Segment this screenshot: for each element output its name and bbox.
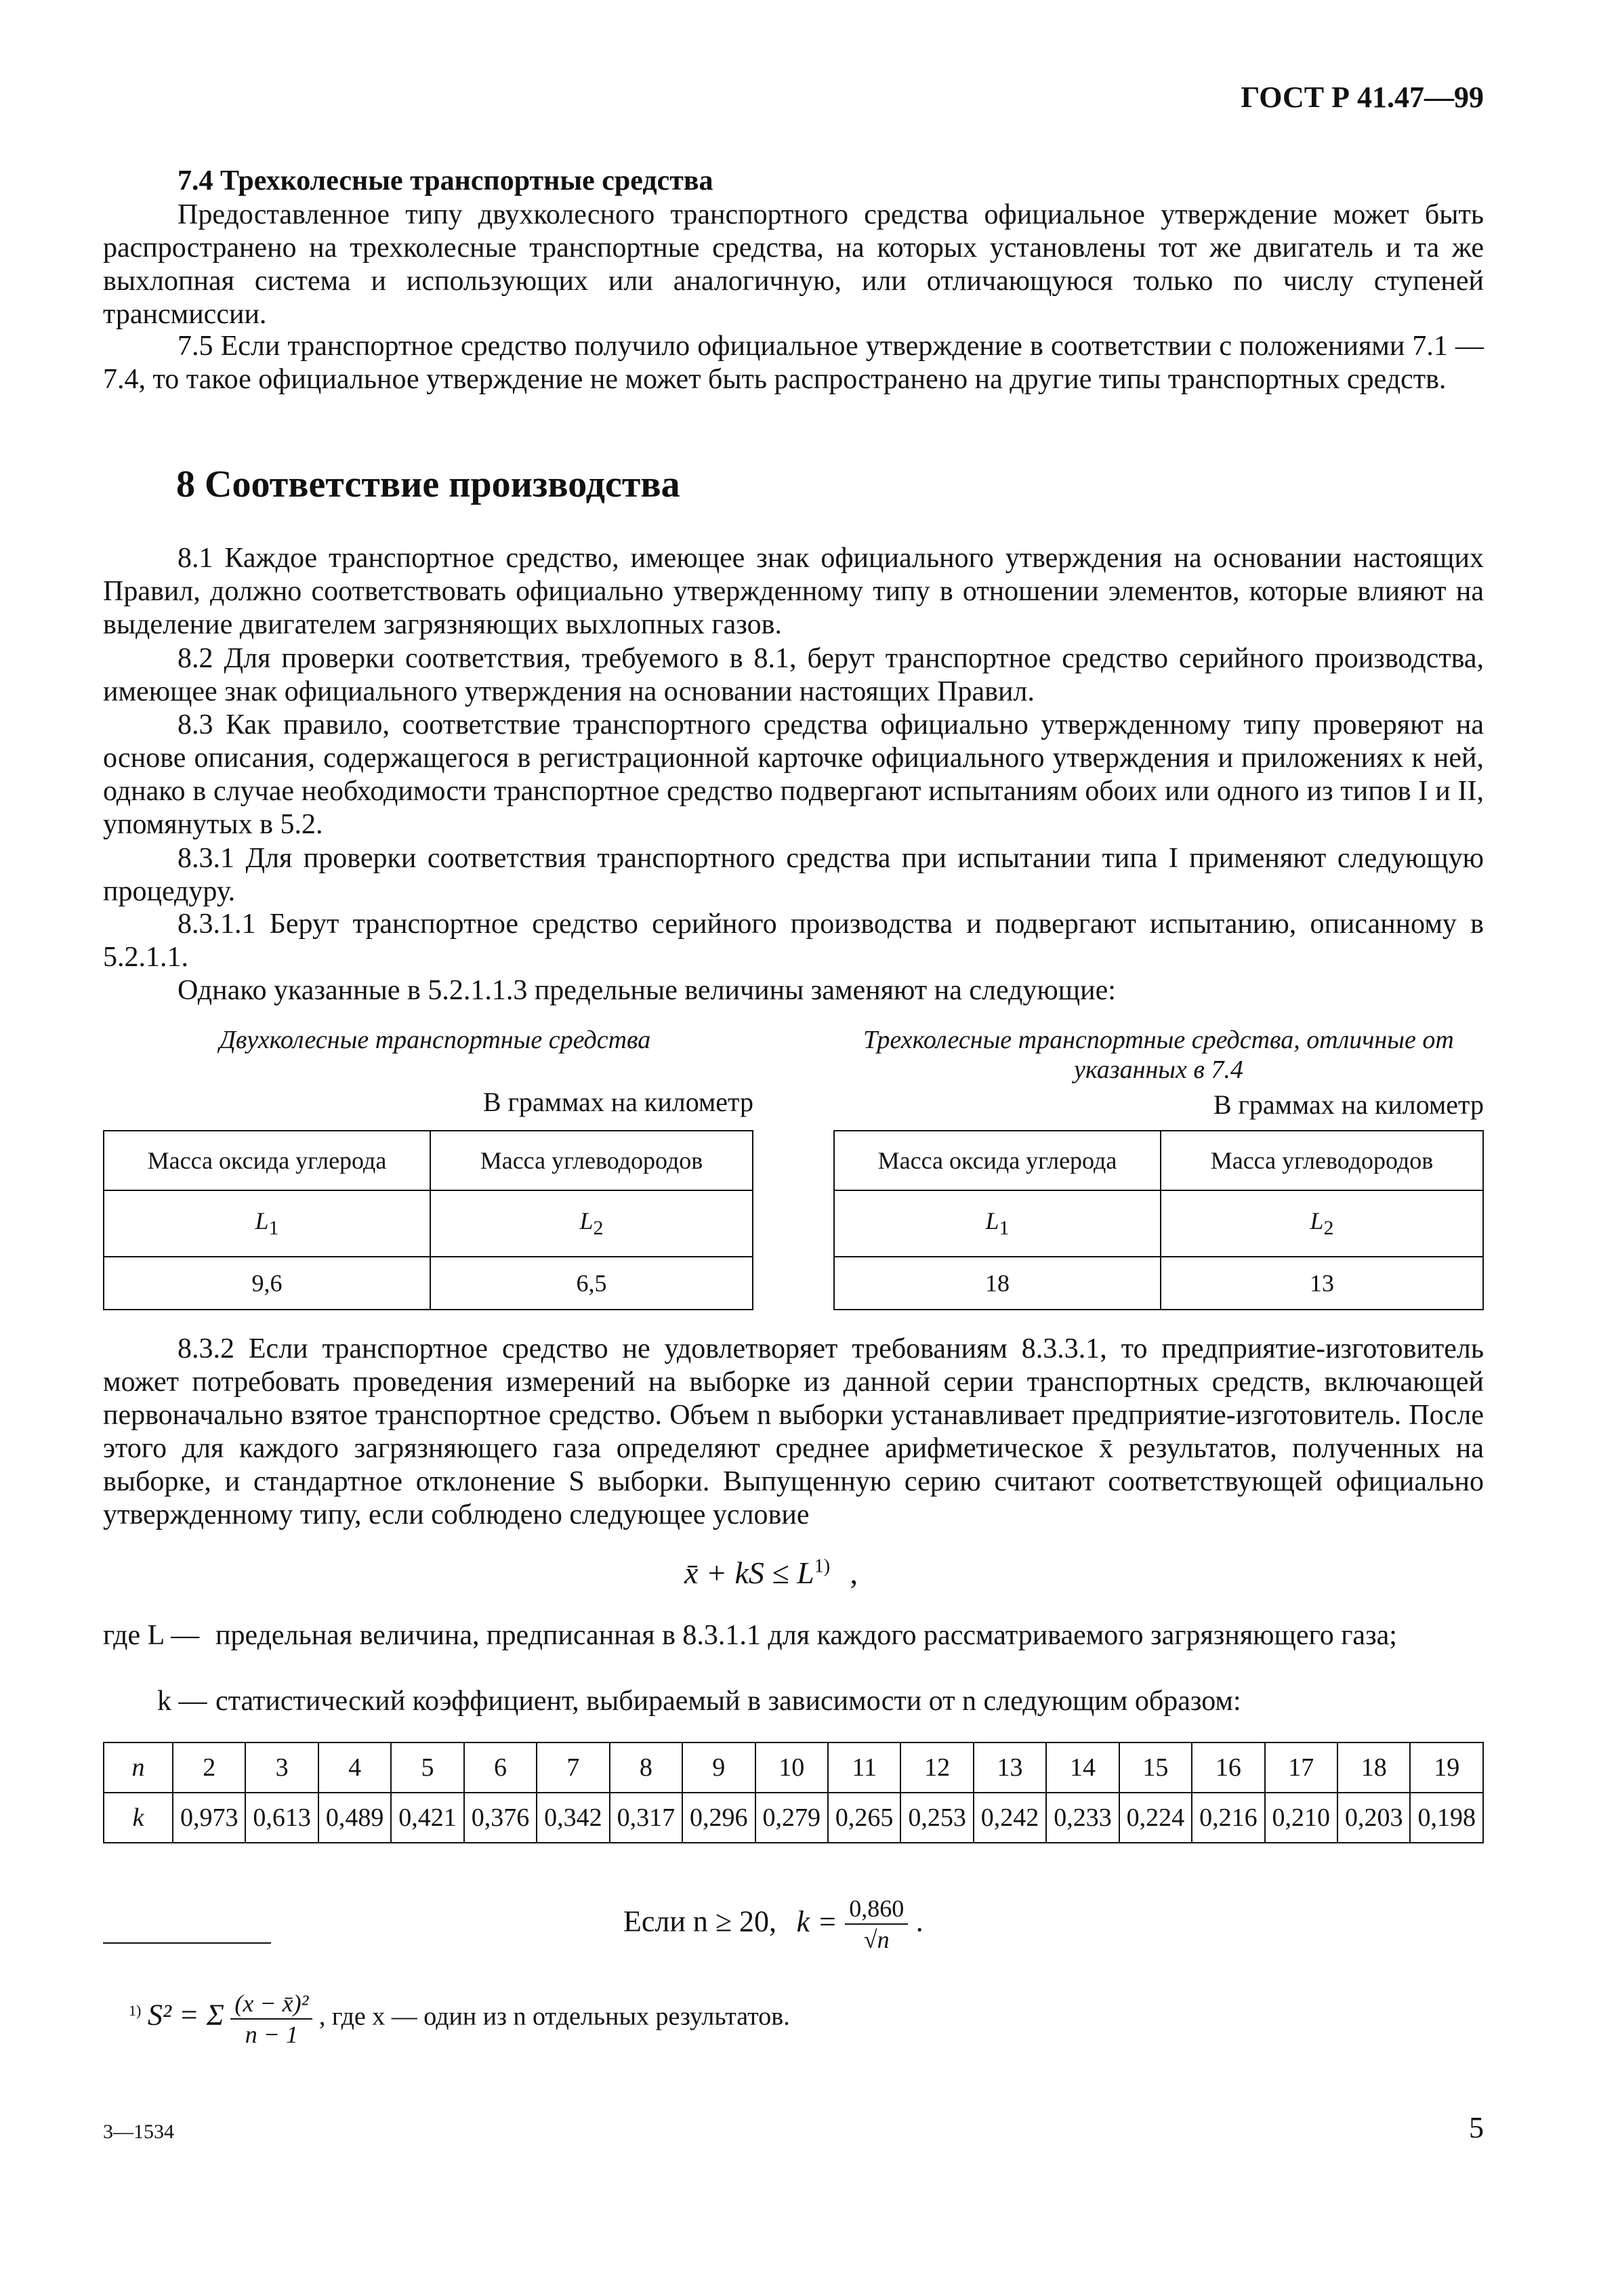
section-7-4-text: Предоставленное типу двухколесного транспортного средства официальное утверждение может быть распространено на трехколесные транспортные средства, на которых установлены тот же двигатель и та же выхлопная система и использующих или аналогичную, или отличающуюся только по числу ступеней трансмиссии.	[103, 199, 1484, 330]
paragraph-however: Однако указанные в 5.2.1.1.3 предельные величины заменяют на следующие:	[178, 975, 1116, 1006]
k-table-n-cell: 18	[1337, 1742, 1410, 1793]
right-l1-symbol: L	[985, 1207, 999, 1235]
right-value-co: 18	[834, 1257, 1161, 1310]
left-table-caption: Двухколесные транспортные средства	[219, 1026, 651, 1054]
k-large-n-formula	[623, 1894, 923, 1955]
footnote-fraction	[230, 1988, 312, 2049]
footnote-numerator: (x − x̄)²	[230, 1988, 312, 2020]
left-l2-cell	[430, 1190, 753, 1257]
k-table-k-cell: 0,224	[1119, 1793, 1192, 1843]
paragraph-8-3: 8.3 Как правило, соответствие транспортного средства официально утвержденному типу проверяют на основе описания, содержащегося в регистрационной карточке официального утверждения и приложениях к ней, однако в случае необходимости транспортное средство подвергают испытаниям обоих или одного из типов I и II, упомянутых в 5.2.	[103, 709, 1484, 840]
right-col-hc-header: Масса углеводородов	[1161, 1131, 1483, 1190]
condition-formula-comma: ,	[850, 1556, 858, 1590]
k-table-n-cell: 9	[682, 1742, 755, 1793]
right-value-hc: 13	[1161, 1257, 1483, 1310]
k-table-k-cell: 0,242	[974, 1793, 1046, 1843]
k-table-n-cell: 17	[1265, 1742, 1337, 1793]
k-table-k-cell: 0,317	[610, 1793, 682, 1843]
left-value-hc: 6,5	[430, 1257, 753, 1310]
k-table-row-n	[104, 1742, 1483, 1793]
k-table-n-cell: 14	[1046, 1742, 1119, 1793]
left-limit-table	[103, 1130, 753, 1310]
footnote-mark: 1)	[129, 2002, 142, 2020]
right-table-units: В граммах на километр	[1213, 1089, 1484, 1120]
footnote	[129, 1988, 790, 2049]
document-number: ГОСТ Р 41.47—99	[1241, 81, 1484, 114]
k-table-row-k	[104, 1793, 1483, 1843]
k-table-n-cell: 12	[900, 1742, 973, 1793]
left-col-co-header: Масса оксида углерода	[104, 1131, 430, 1190]
k-table-n-cell: 19	[1410, 1742, 1483, 1793]
k-formula-fraction	[845, 1894, 908, 1955]
k-table-k-cell: 0,198	[1410, 1793, 1483, 1843]
k-formula-lhs: k =	[796, 1904, 837, 1938]
paragraph-8-3-1: 8.3.1 Для проверки соответствия транспортного средства при испытании типа I применяют следующую процедуру.	[103, 843, 1484, 907]
k-table-k-cell: 0,489	[318, 1793, 391, 1843]
footnote-separator	[103, 1942, 271, 1944]
k-table-n-cell: 16	[1192, 1742, 1264, 1793]
section-7-5-text: 7.5 Если транспортное средство получило официальное утверждение в соответствии с положениями 7.1 — 7.4, то такое официальное утверждение не может быть распространено на другие типы транспортных средств.	[103, 331, 1484, 395]
right-col-co-header: Масса оксида углерода	[834, 1131, 1161, 1190]
left-l2-subscript: 2	[593, 1217, 604, 1240]
k-table-n-cell: 8	[610, 1742, 682, 1793]
k-table-k-cell: 0,203	[1337, 1793, 1410, 1843]
k-table-k-cell: 0,216	[1192, 1793, 1264, 1843]
condition-formula-footnote-ref: 1)	[814, 1556, 831, 1577]
left-col-hc-header: Масса углеводородов	[430, 1131, 753, 1190]
condition-formula	[684, 1555, 858, 1591]
page-number: 5	[1469, 2111, 1484, 2144]
right-l1-cell	[834, 1190, 1161, 1257]
left-value-co: 9,6	[104, 1257, 430, 1310]
k-coefficient-table	[103, 1742, 1484, 1843]
condition-formula-main: x̄ + kS ≤ L	[684, 1556, 814, 1590]
k-formula-denominator: √n	[863, 1926, 890, 1953]
k-table-n-cell: 10	[755, 1742, 828, 1793]
k-table-k-cell: 0,265	[828, 1793, 900, 1843]
left-l1-cell	[104, 1190, 430, 1257]
k-table-k-cell: 0,973	[173, 1793, 245, 1843]
k-table-k-cell: 0,253	[900, 1793, 973, 1843]
k-table-n-cell: 2	[173, 1742, 245, 1793]
k-table-n-cell: 11	[828, 1742, 900, 1793]
k-table-n-cell: 4	[318, 1742, 391, 1793]
k-table-n-cell: 7	[537, 1742, 609, 1793]
k-table-n-cell: 6	[464, 1742, 537, 1793]
where-k-text: статистический коэффициент, выбираемый в зависимости от n следующим образом:	[215, 1686, 1241, 1717]
k-formula-prefix: Если n ≥ 20,	[623, 1904, 777, 1938]
footer-code: 3—1534	[103, 2121, 174, 2143]
k-table-k-cell: 0,421	[391, 1793, 463, 1843]
footnote-denominator: n − 1	[245, 2021, 299, 2048]
k-table-k-cell: 0,233	[1046, 1793, 1119, 1843]
k-table-k-cell: 0,279	[755, 1793, 828, 1843]
right-l2-subscript: 2	[1323, 1217, 1334, 1240]
right-l2-cell	[1161, 1190, 1483, 1257]
k-table-k-cell: 0,342	[537, 1793, 609, 1843]
footnote-lhs: S² = Σ	[147, 1998, 224, 2032]
k-table-n-label: n	[104, 1742, 173, 1793]
k-table-k-cell: 0,296	[682, 1793, 755, 1843]
k-formula-period: .	[915, 1904, 923, 1938]
left-table-units: В граммах на километр	[482, 1087, 753, 1117]
section-8-heading: 8 Соответствие производства	[176, 463, 680, 505]
k-formula-numerator: 0,860	[845, 1894, 908, 1925]
right-l2-symbol: L	[1310, 1207, 1324, 1235]
k-table-n-cell: 13	[974, 1742, 1046, 1793]
right-table-caption: Трехколесные транспортные средства, отличные от указанных в 7.4	[863, 1026, 1454, 1084]
left-l1-symbol: L	[255, 1207, 269, 1235]
paragraph-8-3-1-1: 8.3.1.1 Берут транспортное средство серийного производства и подвергают испытанию, описанному в 5.2.1.1.	[103, 909, 1484, 973]
left-l2-symbol: L	[579, 1207, 594, 1235]
right-l1-subscript: 1	[999, 1217, 1010, 1240]
k-table-k-cell: 0,210	[1265, 1793, 1337, 1843]
footnote-text: , где x — один из n отдельных результатов.	[318, 2002, 790, 2031]
right-limit-table	[833, 1130, 1484, 1310]
paragraph-8-3-2: 8.3.2 Если транспортное средство не удовлетворяет требованиям 8.3.3.1, то предприятие-изготовитель может потребовать проведения измерений на выборке из данной серии транспортных средств, включающей первоначально взятое транспортное средство. Объем n выборки устанавливает предприятие-изготовитель. После этого для каждого загрязняющего газа определяют среднее арифметическое x̄ результатов, полученных на выборке, и стандартное отклонение S выборки. Выпущенную серию считают соответствующей официально утвержденному типу, если соблюдено следующее условие	[103, 1333, 1484, 1530]
where-k-label: k —	[157, 1686, 207, 1717]
left-l1-subscript: 1	[268, 1217, 279, 1240]
k-table-n-cell: 15	[1119, 1742, 1192, 1793]
k-table-k-cell: 0,376	[464, 1793, 537, 1843]
k-table-n-cell: 3	[245, 1742, 318, 1793]
paragraph-8-2: 8.2 Для проверки соответствия, требуемого в 8.1, берут транспортное средство серийного производства, имеющее знак официального утверждения на основании настоящих Правил.	[103, 643, 1484, 707]
k-table-k-cell: 0,613	[245, 1793, 318, 1843]
section-7-4-heading: 7.4 Трехколесные транспортные средства	[178, 165, 713, 196]
k-table-k-label: k	[104, 1793, 173, 1843]
where-l-text: предельная величина, предписанная в 8.3.1.1 для каждого рассматриваемого загрязняющего газа;	[215, 1620, 1397, 1651]
k-table-n-cell: 5	[391, 1742, 463, 1793]
paragraph-8-1: 8.1 Каждое транспортное средство, имеющее знак официального утверждения на основании настоящих Правил, должно соответствовать официально утвержденному типу в отношении элементов, которые влияют на выделение двигателем загрязняющих выхлопных газов.	[103, 543, 1484, 640]
where-l-label: где L —	[103, 1620, 200, 1651]
